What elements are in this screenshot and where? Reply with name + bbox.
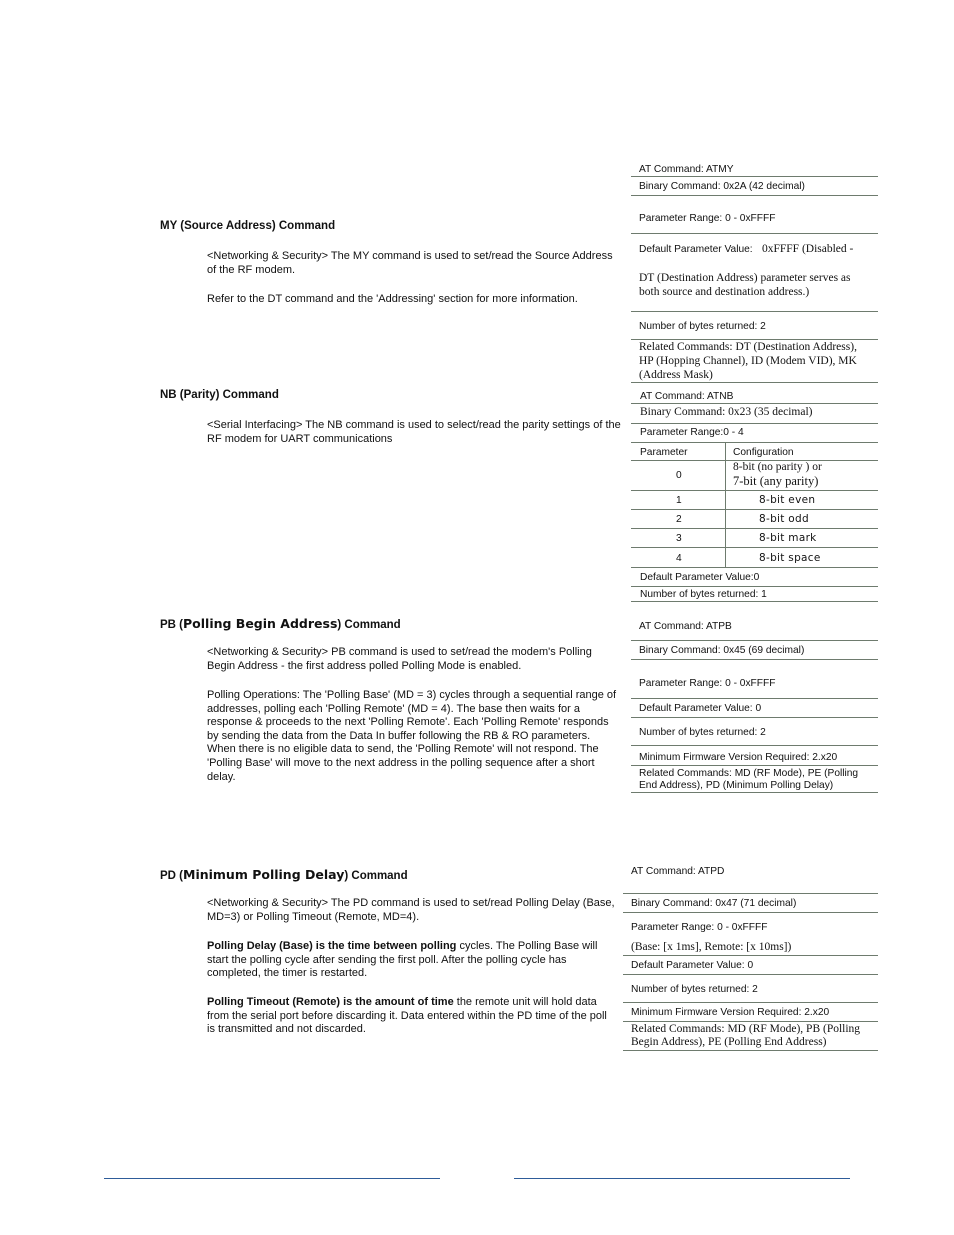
pb-bytes-returned: Number of bytes returned: 2	[639, 727, 766, 738]
pd-polling-delay-term: Polling Delay (Base) is the time between polling	[207, 940, 457, 952]
pd-bytes-returned: Number of bytes returned: 2	[631, 984, 758, 995]
nb-parameter-range: Parameter Range:0 - 4	[640, 427, 744, 438]
pd-heading	[160, 867, 408, 882]
my-related-1: Related Commands: DT (Destination Address),	[639, 341, 857, 353]
pd-polling-timeout-term: Polling Timeout (Remote) is the amount of time	[207, 996, 454, 1008]
pd-polling-timeout-text: the remote unit will hold data from the serial port before discarding it. Data entered within the PD time of the poll is transmitted and not discarded.	[207, 996, 607, 1036]
pb-related-1: Related Commands: MD (RF Mode), PE (Polling	[639, 768, 859, 779]
pd-default-value: Default Parameter Value: 0	[631, 960, 754, 971]
my-description: <Networking & Security> The MY command is used to set/read the Source Address of the RF modem.	[207, 250, 613, 276]
pd-polling-delay-text: cycles. The Polling Base will start the polling cycle after sending the first poll. After the polling cycle has completed, the timer is restarted.	[207, 940, 598, 980]
nb-heading: NB (Parity) Command	[160, 389, 279, 401]
pd-parameter-range: Parameter Range: 0 - 0xFFFF	[631, 922, 768, 933]
pb-related-2: End Address), PD (Minimum Polling Delay)	[639, 780, 834, 791]
my-default-cont-1: DT (Destination Address) parameter serves as	[639, 272, 851, 284]
pb-heading-big: Polling Begin Address	[183, 616, 338, 631]
pb-parameter-range: Parameter Range: 0 - 0xFFFF	[639, 678, 776, 689]
my-default-cont-2: both source and destination address.)	[639, 286, 810, 298]
my-bytes-returned: Number of bytes returned: 2	[639, 321, 766, 332]
pd-description: <Networking & Security> The PD command is used to set/read Polling Delay (Base, MD=3) or Polling Timeout (Remote, MD=4).	[207, 897, 615, 923]
my-heading: MY (Source Address) Command	[160, 220, 336, 232]
nb-row-0-config-1: 8-bit (no parity ) or	[733, 461, 822, 473]
pb-heading	[160, 616, 401, 631]
my-at-command: AT Command: ATMY	[639, 164, 734, 175]
my-default-label: Default Parameter Value:	[639, 244, 753, 255]
my-default-value: 0xFFFF (Disabled -	[762, 243, 854, 255]
my-related-3: (Address Mask)	[639, 369, 713, 381]
nb-row-4-param: 4	[676, 553, 682, 564]
nb-col-parameter: Parameter	[640, 447, 688, 458]
pd-heading-pre: PD (	[160, 870, 183, 882]
footer-rule-left	[104, 1178, 440, 1179]
pd-heading-big: Minimum Polling Delay	[183, 867, 345, 882]
pd-range-units: (Base: [x 1ms], Remote: [x 10ms])	[631, 941, 792, 953]
pb-default-value: Default Parameter Value: 0	[639, 703, 762, 714]
pd-heading-post: ) Command	[344, 870, 408, 882]
pb-heading-post: ) Command	[337, 619, 401, 631]
pb-description: <Networking & Security> PB command is used to set/read the modem's Polling Begin Address - the first address polled Polling Mode is enabled.	[207, 646, 592, 672]
nb-col-configuration: Configuration	[733, 447, 794, 458]
nb-row-3-config: 8-bit mark	[759, 532, 817, 544]
nb-description: <Serial Interfacing> The NB command is used to select/read the parity settings of the RF modem for UART communications	[207, 419, 621, 445]
nb-binary-command: Binary Command: 0x23 (35 decimal)	[640, 406, 813, 418]
pd-at-command: AT Command: ATPD	[631, 866, 725, 877]
pb-min-firmware: Minimum Firmware Version Required: 2.x20	[639, 752, 838, 763]
nb-row-2-config: 8-bit odd	[759, 513, 809, 525]
pb-polling-operations: Polling Operations: The 'Polling Base' (MD = 3) cycles through a sequential range of addresses, polling each 'Polling Remote' (MD = 4). The base then waits for a response & proceeds to the next 'Polling Remote'. Each 'Polling Remote' responds by sending the data from the Data In buffer following the RB & RO parameters. When there is no eligible data to send, the 'Polling Remote' will not respond. The 'Polling Base' will move to the next address in the polling sequence after a short delay.	[207, 689, 617, 783]
nb-at-command: AT Command: ATNB	[640, 391, 734, 402]
nb-row-1-config: 8-bit even	[759, 494, 816, 506]
pd-binary-command: Binary Command: 0x47 (71 decimal)	[631, 898, 797, 909]
nb-row-4-config: 8-bit space	[759, 552, 821, 564]
pd-min-firmware: Minimum Firmware Version Required: 2.x20	[631, 1007, 830, 1018]
pd-polling-delay	[207, 940, 617, 981]
footer-rule-right	[514, 1178, 850, 1179]
my-reference: Refer to the DT command and the 'Addressing' section for more information.	[207, 293, 578, 305]
pb-binary-command: Binary Command: 0x45 (69 decimal)	[639, 645, 805, 656]
nb-row-0-config-2: 7-bit (any parity)	[733, 474, 819, 488]
nb-default-value: Default Parameter Value:0	[640, 572, 760, 583]
my-related-2: HP (Hopping Channel), ID (Modem VID), MK	[639, 355, 857, 367]
nb-row-1-param: 1	[676, 495, 682, 506]
nb-row-3-param: 3	[676, 533, 682, 544]
pd-related-2: Begin Address), PE (Polling End Address)	[631, 1036, 827, 1048]
nb-row-0-param: 0	[676, 470, 682, 481]
pb-heading-pre: PB (	[160, 619, 183, 631]
pd-related-1: Related Commands: MD (RF Mode), PB (Polling	[631, 1023, 861, 1035]
my-binary-command: Binary Command: 0x2A (42 decimal)	[639, 181, 805, 192]
pb-at-command: AT Command: ATPB	[639, 621, 732, 632]
my-parameter-range: Parameter Range: 0 - 0xFFFF	[639, 213, 776, 224]
nb-row-2-param: 2	[676, 514, 682, 525]
pd-polling-timeout	[207, 996, 617, 1037]
nb-bytes-returned: Number of bytes returned: 1	[640, 589, 767, 600]
